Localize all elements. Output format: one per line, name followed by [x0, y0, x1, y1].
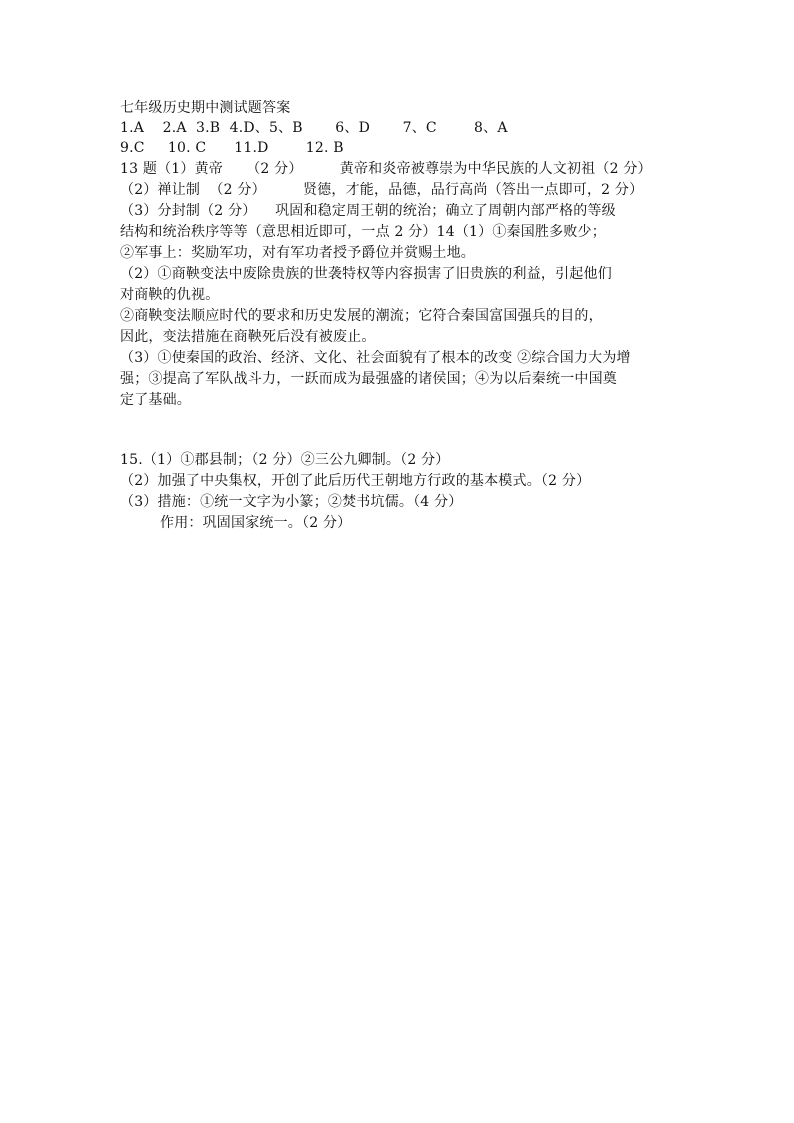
answer-line: 15.（1）①郡县制；（2 分）②三公九卿制。（2 分）: [120, 452, 450, 468]
answer-line: 定了基础。: [120, 392, 191, 408]
answer-line: （3）分封制（2 分） 巩固和稳定周王朝的统治；确立了周朝内部严格的等级: [120, 203, 616, 219]
answer-line: （2）加强了中央集权，开创了此后历代王朝地方行政的基本模式。（2 分）: [120, 473, 591, 489]
answer-line: 结构和统治秩序等等（意思相近即可，一点 2 分）14（1）①秦国胜多败少；: [120, 224, 606, 240]
answer-line: （3）措施：①统一文字为小篆；②焚书坑儒。（4 分）: [120, 494, 463, 510]
answer-line: （2）①商鞅变法中废除贵族的世袭特权等内容损害了旧贵族的利益，引起他们: [120, 266, 612, 282]
answer-line: ②商鞅变法顺应时代的要求和历史发展的潮流；它符合秦国富国强兵的目的，: [120, 308, 603, 324]
answer-line: 因此，变法措施在商鞅死后没有被废止。: [120, 329, 376, 345]
answer-line: （2）禅让制 （2 分） 贤德，才能，品德，品行高尚（答出一点即可，2 分）: [120, 182, 644, 198]
answer-line: 1.A 2.A 3.B 4.D、5、B 6、D 7、C 8、A: [120, 120, 508, 136]
answer-line: ②军事上：奖励军功，对有军功者授予爵位并赏赐土地。: [120, 245, 475, 261]
answer-line: 作用：巩固国家统一。（2 分）: [160, 515, 352, 531]
answer-line: 13 题（1）黄帝 （2 分） 黄帝和炎帝被尊崇为中华民族的人文初祖（2 分）: [120, 161, 652, 177]
answer-line: 强；③提高了军队战斗力，一跃而成为最强盛的诸侯国；④为以后秦统一中国奠: [120, 371, 617, 387]
answer-line: 9.C 10. C 11.D 12. B: [120, 140, 344, 156]
answer-line: 对商鞅的仇视。: [120, 287, 220, 303]
document-title: 七年级历史期中测试题答案: [120, 100, 291, 116]
answer-line: （3）①使秦国的政治、经济、文化、社会面貌有了根本的改变 ②综合国力大为增: [120, 350, 631, 366]
